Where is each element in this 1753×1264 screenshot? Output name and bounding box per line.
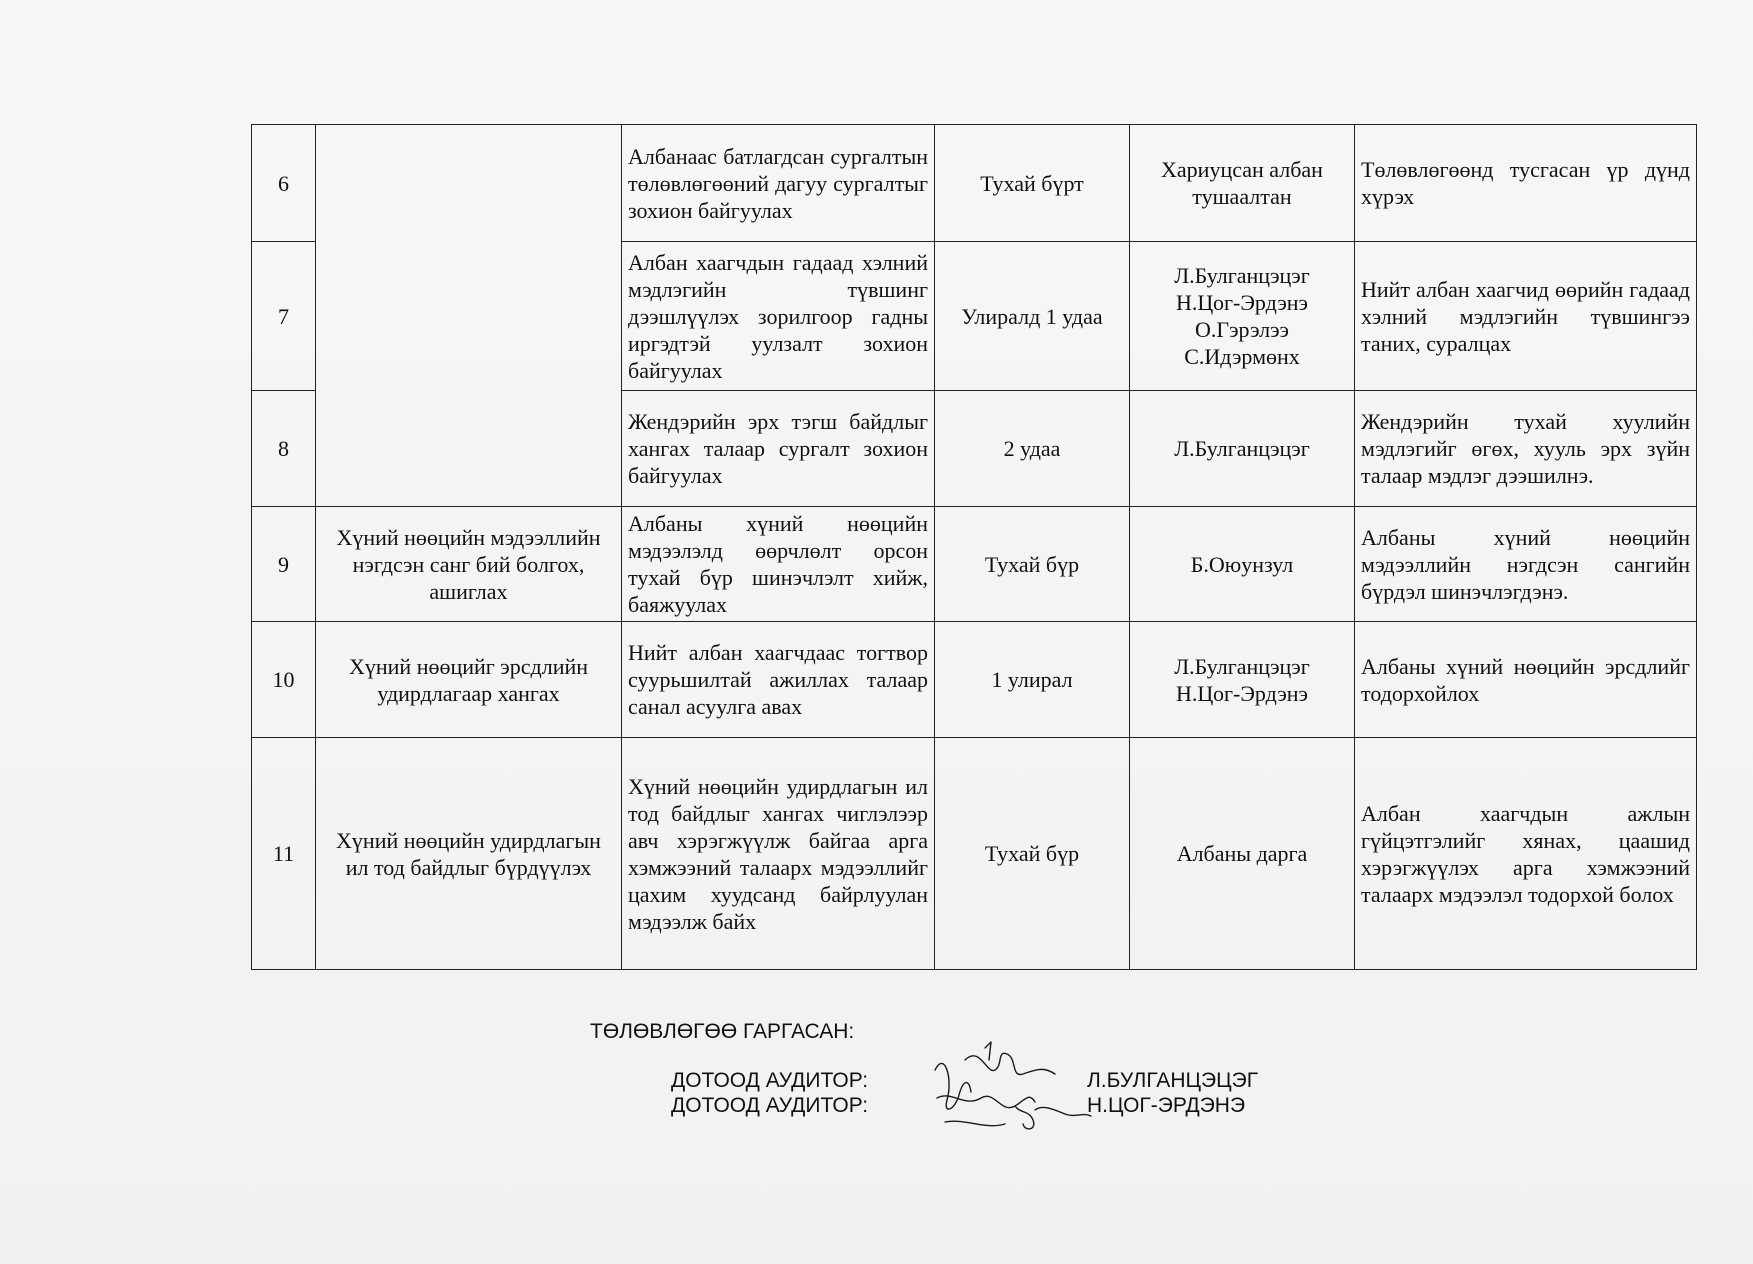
responsible-name: Н.Цог-Эрдэнэ	[1176, 290, 1308, 315]
table-row	[252, 622, 1697, 738]
row-number: 10	[252, 622, 316, 738]
responsible-name: Б.Оюунзул	[1190, 551, 1294, 577]
frequency-cell: 1 улирал	[935, 622, 1130, 738]
responsible-name: Л.Булганцэцэг	[1174, 653, 1310, 679]
handwritten-signature-icon	[925, 1040, 1095, 1140]
plan-prepared-by-heading: ТӨЛӨВЛӨГӨӨ ГАРГАСАН:	[590, 1020, 855, 1043]
frequency-cell: Улиралд 1 удаа	[935, 242, 1130, 391]
responsible-name: С.Идэрмөнх	[1184, 344, 1300, 369]
row-number: 11	[252, 738, 316, 970]
activity-cell: Нийт албан хаагчдаас тогтвор суурьшилтай ажиллах талаар санал асуулга авах	[622, 622, 935, 738]
frequency-cell: Тухай бүр	[935, 738, 1130, 970]
responsible-cell	[1130, 242, 1355, 391]
result-cell: Албаны хүний нөөцийн мэдээллийн нэгдсэн сангийн бүрдэл шинэчлэгдэнэ.	[1355, 507, 1697, 622]
result-cell: Жендэрийн тухай хуулийн мэдлэгийг өгөх, хууль эрх зүйн талаар мэдлэг дээшилнэ.	[1355, 391, 1697, 507]
table-row	[252, 738, 1697, 970]
goal-cell: Хүний нөөцийг эрсдлийн удирдлагаар хангах	[316, 622, 622, 738]
table-row	[252, 507, 1697, 622]
goal-cell-empty	[316, 125, 622, 507]
result-cell: Нийт албан хаагчид өөрийн гадаад хэлний мэдлэгийн түвшингээ таних, суралцах	[1355, 242, 1697, 391]
responsible-name: Л.Булганцэцэг	[1174, 263, 1310, 288]
responsible-name: Албаны дарга	[1176, 841, 1308, 866]
row-number: 8	[252, 391, 316, 507]
auditor-name: Н.ЦОГ-ЭРДЭНЭ	[1087, 1094, 1246, 1117]
activity-cell: Албаны хүний нөөцийн мэдээлэлд өөрчлөлт орсон тухай бүр шинэчлэлт хийж, баяжуулах	[622, 507, 935, 622]
goal-cell: Хүний нөөцийн удирдлагын ил тод байдлыг бүрдүүлэх	[316, 738, 622, 970]
auditor-name: Л.БУЛГАНЦЭЦЭГ	[1087, 1069, 1259, 1092]
responsible-name: Л.Булганцэцэг	[1174, 436, 1310, 461]
auditor-label: ДОТООД АУДИТОР:	[671, 1094, 869, 1117]
goal-cell: Хүний нөөцийн мэдээллийн нэгдсэн санг бий болгох, ашиглах	[316, 507, 622, 622]
responsible-cell	[1130, 125, 1355, 242]
row-number: 9	[252, 507, 316, 622]
table-row	[252, 125, 1697, 242]
activity-cell: Жендэрийн эрх тэгш байдлыг хангах талаар сургалт зохион байгуулах	[622, 391, 935, 507]
responsible-cell	[1130, 738, 1355, 970]
frequency-cell: Тухай бүр	[935, 507, 1130, 622]
row-number: 6	[252, 125, 316, 242]
activity-cell: Албанаас батлагдсан сургалтын төлөвлөгөөний дагуу сургалтыг зохион байгуулах	[622, 125, 935, 242]
responsible-name: О.Гэрэлээ	[1194, 317, 1289, 342]
row-number: 7	[252, 242, 316, 391]
frequency-cell: Тухай бүрт	[935, 125, 1130, 242]
auditor-label: ДОТООД АУДИТОР:	[671, 1069, 869, 1092]
responsible-name: Хариуцсан албан тушаалтан	[1161, 157, 1323, 209]
responsible-cell	[1130, 391, 1355, 507]
result-cell: Албан хаагчдын ажлын гүйцэтгэлийг хянах, цаашид хэрэгжүүлэх арга хэмжээний талаарх мэдээлэл тодорхой болох	[1355, 738, 1697, 970]
result-cell: Албаны хүний нөөцийн эрсдлийг тодорхойлох	[1355, 622, 1697, 738]
responsible-name: Н.Цог-Эрдэнэ	[1176, 680, 1308, 706]
result-cell: Төлөвлөгөөнд тусгасан үр дүнд хүрэх	[1355, 125, 1697, 242]
activity-cell: Албан хаагчдын гадаад хэлний мэдлэгийн түвшинг дээшлүүлэх зорилгоор гадны иргэдтэй уулзалт зохион байгуулах	[622, 242, 935, 391]
responsible-cell	[1130, 622, 1355, 738]
activity-cell: Хүний нөөцийн удирдлагын ил тод байдлыг хангах чиглэлээр авч хэрэгжүүлж байгаа арга хэмжээний талаарх мэдээллийг цахим хуудсанд байрлуулан мэдээлж байх	[622, 738, 935, 970]
plan-table	[251, 124, 1697, 970]
frequency-cell: 2 удаа	[935, 391, 1130, 507]
responsible-cell	[1130, 507, 1355, 622]
